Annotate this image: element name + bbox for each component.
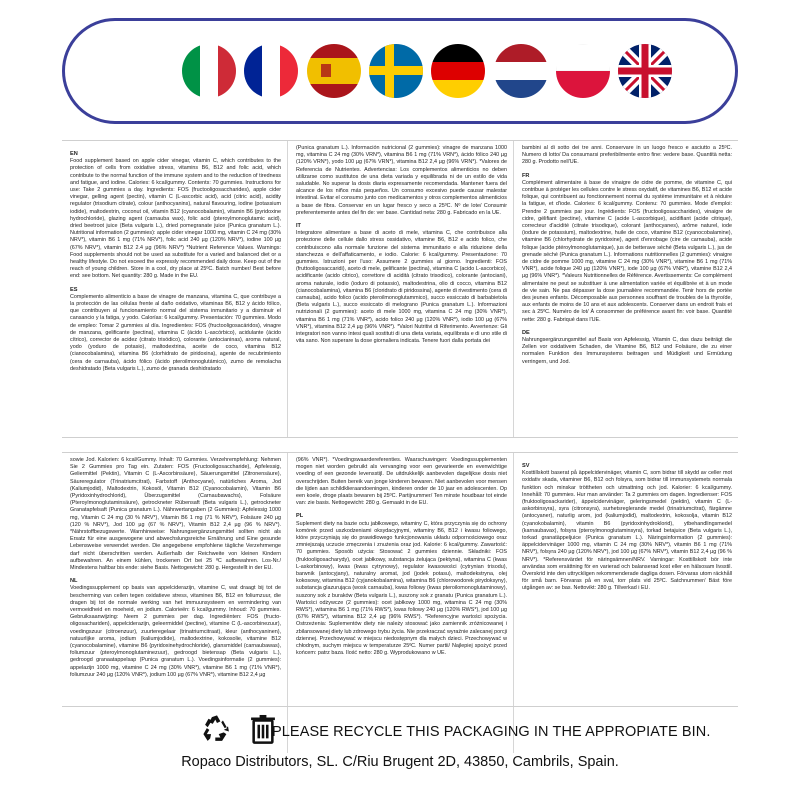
label-paragraph: Integratore alimentare a base di aceto di mele, vitamina C, che contribuisce alla protezione delle cellule dallo stress ossidativo, vitamine B6, B12 e acido folico, che contribuiscono alla normale funzione del sistema immunitario e alla riduzione della stanchezza e dell'affaticamento, e iodio. Calorie: 6 kcal/gummy. Presentazione: 70 gummies. Istruzioni per l'uso: Assumere 2 gummies al giorno. Ingredienti: FOS (fruttooligosaccaridi), aceto di mele, gelificante (pectina), vitamina C (acido L-ascorbico), acidificante (acido citrico), correttore di acidità (citrato trisodico), colorante (antociani), aroma naturale, iodio (ioduro di potassio), maltodestrina, olio di cocco, vitamina B12 (cianocobalamina), vitamina B6 (cloridrato di piridossina), agente di rivestimento (cera di carnauba), acido folico (acido pteroilmonoglutammico), succo essiccato di barbabietola (Beta vulgaris L.), succo essiccato di melograno (Punica granatum L.). Informazioni nutrizionali (2 gummies): aceto di mele 1000 mg, vitamina C 24 mg (30% VNR*), vitamina B6 1 mg (71% VNR*), acido folico 240 µg (120% VNR*), iodio 100 µg (67% VNR*), vitamina B12 2,4 µg (96% VNR*). *Valori Nutritivi di Riferimento. Avvertenze: Gli integratori non vanno intesi quali sostituti di una dieta variata, equilibrata e di uno stile di vita sano. Non superare la dose giornaliera indicata. Tenere fuori dalla portata dei (296, 230, 507, 345)
uk-flag-icon (618, 44, 672, 98)
netherlands-flag-icon (494, 44, 548, 98)
language-code: DE (522, 329, 530, 336)
label-panel-bottom (62, 452, 738, 753)
label-paragraph: Complemento alimenticio a base de vinagre de manzana, vitamina C, que contribuye a la protección de las células frente al daño oxidativo, vitaminas B6, B12 y ácido fólico, que contribuyen al funcionamiento normal del sistema inmunitario y a disminuir el cansancio y la fatiga, y yodo. Calorías: 6 kcal/gummy. Presentación: 70 gummies. Modo de empleo: Tomar 2 gummies al día. Ingredientes: FOS (fructooligosacáridos), vinagre de manzana, gelificante (pectina), vitamina C (ácido L-ascórbico), acidulante (ácido cítrico), corrector de acidez (citrato trisódico), colorante (antocianinas), aroma natural, yodo (yoduro de potasio), maltodextrina, aceite de coco, vitamina B12 (cianocobalamina), vitamina B6 (clorhidrato de piridoxina), agente de recubrimiento (cera de carnauba), ácido fólico (ácido pteroilmonoglutámico), zumo de remolacha deshidratado (Beta vulgaris L.), zumo de granada deshidratado (70, 293, 281, 372)
france-flag-icon (244, 44, 298, 98)
label-text-section (296, 457, 507, 507)
label-text-section (522, 463, 732, 593)
sweden-flag-icon (369, 44, 423, 98)
label-paragraph: Nahrungsergänzungsmittel auf Basis von Apfelessig, Vitamin C, das dazu beiträgt die Zellen vor oxidativem Schaden, die Vitamine B6, B12 und Folsäure, die zu einer normalen Funktion des Immunsystems beitragen und Müdigkeit und Ermüdung verringern, und Jod. (522, 337, 732, 365)
label-paragraph: Voedingssupplement op basis van appelciderazijn, vitamine C, wat draagt bij tot de bescherming van cellen tegen oxidatieve stress, vitamines B6, B12 en foliumzuur, die dragen bij tot de normale werking van het immuunsysteem en vermindering van vermoeidheid en moeheid, en jodium. Calorieën: 6 kcal/gummy. Inhoud: 70 gummies. Gebruiksaanwijzing: Neem 2 gummies per dag. Ingrediënten: FOS (fructo-oligosachariden), appelciderazijn, geleermiddel (pectine), vitamine C (L-ascorbinezuur), voedingszuur (citroenzuur), zuurteregelaar (trinatriumcitraat), kleur (anthocyaninen), natuurlijke aroma, jodium (kaliumjodide), maltodextrine, kokosolie, vitamine B12 (cyanocobalamine), vitamine B6 (pyridoxinehydrochloride), glansmiddel (carnaubawas), foliumzuur (pteroylmonoglutaminezuur), gedroogd bietensap (Beta vulgaris L.), gedroogd granaatappelsap (Punica granatum L.). Voedingsinformatie (2 gummies): appelazijn 1000 mg, vitamine C 24 mg (30% VNR*), vitamine B6 1 mg (71% VNR*), foliumzuur 240 µg (120% VNR*), jodium 100 µg (67% VNR*), vitamine B12 2,4 µg (70, 585, 281, 678)
recycle-icons (200, 712, 280, 746)
label-text-section (296, 223, 507, 345)
label-paragraph: bambini al di sotto dei tre anni. Conservare in un luogo fresco e asciutto a 25ºC. Numero di lotto/ Da consumarsi preferibilmente entro fine: vedere base. Quantità netta: 280 g. Prodotto nell'UE. (522, 145, 732, 166)
label-text-section (70, 457, 281, 572)
label-text-section (296, 145, 507, 217)
label-text-section (70, 287, 281, 373)
language-code: IT (296, 223, 301, 230)
label-text-section (522, 330, 732, 366)
poland-flag-icon (556, 44, 610, 98)
recycle-notice: PLEASE RECYCLE THIS PACKAGING IN THE APPROPIATE BIN. (272, 724, 711, 740)
label-text-section (70, 151, 281, 281)
text-column-1 (62, 141, 288, 437)
language-code: PL (296, 513, 304, 520)
label-paragraph: Kosttillskott baserat på äppelcidervinäger, vitamin C, som bidrar till skydd av celler mot oxidativ skada, vitaminer B6, B12 och folsyra, som bidrar till immunsystemets normala funktion och minskar tröttheten och utmattning och jod. Kalorier: 6 kcal/gummy. Innehåll: 70 gummies. Hur man använder: Ta 2 gummies om dagen. Ingredienser: FOS (fruktooligosackarider), äppelcidervinäger, geleringsmedel (pektin), vitamin C (L-askorbinsyra), syra (citronsyra), surhetsreglerande medel (trinatriumcitrat), färgämne (antocyaner), naturlig arom, jod (kaliumjodid), maltodextrin, kokosolja, vitamin B12 (cyanokobalamin), vitamin B6 (pyridoxinhydroklorid), ytbehandlingsmedel (karnaubavax), folsyra (pteroylmonoglutaminsyra), torkad betajuice (Beta vulgaris L.), torkad granatäppeljuice (Punica granatum L.). Näringsinformation (2 gummies): äppelcidervinäger 1000 mg, vitamin C 24 mg (30% NRV*), vitamin B6 1 mg (71% NRV*), folsyra 240 µg (120% NRV*), jod 100 µg (67% NRV*), vitamin B12 2,4 µg (96 % NRV*). *Referensvärdet för näringsämnen/NRV. Varningar: Kosttillskott bör inte användas som ersättning för en varierad och balanserad kost eller en hälsosam livsstil. Överskrid inte den uttryckligen rekommenderade dagliga dosen. Förvaras utom räckhåll för små barn. Förvaras på en sval, torr plats vid 25ºC. Satchnummer/ Bäst före utgången av: se bas. Nettovikt: 280 g. Tillverkad i EU. (522, 470, 732, 592)
text-column-2 (288, 141, 514, 437)
language-code: ES (70, 286, 78, 293)
germany-flag-icon (431, 44, 485, 98)
label-paragraph: sowie Jod. Kalorien: 6 kcal/Gummy. Inhalt: 70 Gummies. Verzehrempfehlung: Nehmen Sie 2 Gummies pro Tag ein. Zutaten: FOS (Fructooligosaccharide), Apfelessig, Geliermittel (Pektin), Vitamin C (L-Ascorbinsäure), Säuerungsmittel (Zitronensäure), Säureregulator (Trinatriumcitrat), Farbstoff (Anthocyane), natürliches Aroma, Jod (Kaliumjodid), Maltodextrin, Kokosöl, Vitamin B12 (Cyanocobalamin), Vitamin B6 (Pyridoxinhydrochlorid), Überzugsmittel (Carnaubawachs), Folsäure (Pteroylmonoglutaminsäure), getrockneter Rübensaft (Beta vulgaris L.), getrockneter Granatapfelsaft (Punica granatum L.). Nährwertangaben (2 Gummies): Apfelessig 1000 mg, Vitamin C 24 mg (30 % NRV*), Vitamin B6 1 mg (71 % NRV*), Folsäure 240 µg (120 % NRV*), Jod 100 µg (67 % NRV*), Vitamin B12 2,4 µg (96 % NRV*). *Nährstoffbezugswerte. Warnhinweise: Nahrungsergänzungsmittel sollten nicht als Ersatz für eine ausgewogene und abwechslungsreiche Ernährung und Eine gesunde Lebensweise verwendet werden. Die angegebene empfohlene tägliche Verzehrmenge darf nicht überschritten werden. Außerhalb der Reichweite von kleinen Kindern aufbewahren. An einem kühlen, trockenen Ort bei 25 ºC aufbewahren. Los-Nr./ Mindestens haltbar bis ende: siehe Basis. Nettogewicht: 280 g. Hergestellt in der EU. (70, 457, 281, 572)
footer-divider (62, 706, 738, 707)
italy-flag-icon (182, 44, 236, 98)
language-code: SV (522, 463, 530, 469)
label-text-section (522, 173, 732, 324)
text-column-3 (514, 141, 738, 437)
text-column-2 (288, 453, 514, 753)
label-text-section (70, 578, 281, 679)
text-column-1 (62, 453, 288, 753)
label-paragraph: Complément alimentaire à base de vinaigre de cidre de pomme, de vitamine C, qui contribue à protéger les cellules contre le stress oxydatif, de vitamines B6, B12 et acide folique, qui contribuent au fonctionnement normal du système immunitaire et à réduire la fatigue, et d'iode. Calories: 6 kcal/gummy. Contenu: 70 gummies. Mode d'emploi: Prendre 2 gummies par jour. Ingrédients: FOS (fructooligosaccharides), vinaigre de cidre, gélifiant (pectine), vitamine C (acide L-ascorbique), acidifiant (acide citrique), correcteur d'acidité (citrate trisodique), colorant (anthocyanes), arôme naturel, iode (iodure de potassium), maltodextrine, huile de coco, vitamine B12 (cyanocobalamine), vitamine B6 (chlorhydrate de pyridoxine), agent d'enrobage (cire de carnauba), acide folique (acide ptéroylmonoglutamique), jus de betterave séché (Beta vulgaris L.), jus de grenade séché (Punica granatum L.). Informations nutritionnelles (2 gummies): vinaigre de cidre de pomme 1000 mg, vitamine C 24 mg (30% VNR*), vitamine B6 1 mg (71% VNR*), acide folique 240 µg (120% VNR*), iode 100 µg (67% VNR*), vitamine B12 2,4 µg (96% VNR*). *Valeurs Nutritionnelles de Référence. Avertissements: Ce complément alimentaire ne peut se substituer à une alimentation variée et équilibrée et à un mode de vie sain. Ne pas dépasser la dose journalière recommandée. Tenir hors de portée des jeunes enfants. Décomposable aux personnes souffrant de troubles de la thyroïde, aux enfants de moins de 10 ans et aux adolescents. Conserver dans un endroit frais et sec à 25ºC. Numéro de lot/ À consommer de préférence avant fin: voir base. Quantité nette: 280 g. Fabriqué dans l'UE. (522, 179, 732, 323)
spain-flag-icon (307, 44, 361, 98)
language-code: FR (522, 172, 530, 179)
label-text-section (522, 145, 732, 167)
label-panel-top (62, 140, 738, 438)
label-paragraph: (96% VNR*). *Voedingswaardereferenties. Waarschuwingen: Voedingssupplementen mogen niet worden gebruikt als vervanging voor een gevarieerde en evenwichtige voeding of een gezonde levensstijl. De uitdrukkelijk aanbevolen dagelijkse dosis niet overschrijden. Buiten bereik van jonge kinderen bewaren. Niet aanbevolen voor mensen die lijden aan schildklieraandoeningen, kinderen onder de 10 jaar en adolescenten. Op een koele, droge plaats bewaren bij 25ºC. Partijnummer/ Ten minste houdbaar tot einde van: zie basis. Nettogewicht: 280 g. Gemaakt in de EU. (296, 457, 507, 507)
label-paragraph: Suplement diety na bazie octu jabłkowego, witaminy C, która przyczynia się do ochrony komórek przed uszkodzeniami oksydacyjnymi, witaminy B6, B12 i kwasu foliowego, które przyczyniają się do prawidłowego funkcjonowania układu odpornościowego oraz zmniejszają uczucie zmęczenia i znużenia oraz jod. Kalorie: 6 kcal/gummy. Zawartość: 70 gummies. Sposób użycia: Stosować 2 gummies dziennie. Składniki: FOS (fruktooligosacharydy), ocet jabłkowy, substancja żelująca (pektyna), witamina C (kwas L-askorbinowy), kwas (kwas cytrynowy), regulator kwasowości (cytrynian trisodu), barwnik (antocyjany), naturalny aromat, jod (jodek potasu), maltodekstryna, olej kokosowy, witamina B12 (cyjanokobalamina), witamina B6 (chlorowodorek pirydoksyny), substancja glazurująca (wosk carnauba), kwas foliowy (kwas pteroilomonoglutaminowy), suszony sok z buraków (Beta vulgaris L.), suszony sok z granatu (Punica granatum L.). Wartości odżywcze (2 gummies): ocet jabłkowy 1000 mg, witamina C 24 mg (30% RWS*), witamina B6 1 mg (71% RWS*), kwas foliowy 240 µg (120% RWS*), jod 100 µg (67% RWS*), witamina B12 2,4 µg (96% RWS*). *Referencyjne wartości spożycia. Ostrzeżenia: Suplementów diety nie należy stosować jako zamiennik zróżnicowanej i zbilansowanej diety lub zdrowego trybu życia. Nie przekraczać wyraźnie zalecanej porcji dziennej. Przechowywać w miejscu niedostępnym dla małych dzieci. Przechowywać w chłodnym, suchym miejscu w temperaturze 25ºC. Numer partii/ Najlepiej spożyć przed końcem: patrz baza. Ilość netto: 280 g. Wyprodukowano w UE. (296, 520, 507, 657)
distributor-address: Ropaco Distributors, SL. C/Riu Brugent 2D, 43850, Cambrils, Spain. (181, 754, 619, 770)
label-paragraph: Food supplement based on apple cider vinegar, vitamin C, which contributes to the protection of cells from oxidative stress, vitamins B6, B12 and folic acid, which contribute to the normal function of the immune system and to the reduction of tiredness and fatigue, and iodine. Calories: 6 kcal/gummy. Contents: 70 gummies. Instructions for use: Take 2 gummies a day. Ingredients: FOS (fructooligosaccharides), apple cider vinegar, gelling agent (pectin), vitamin C (L-ascorbic acid), acid (citric acid), acidity regulator (trisodium citrate), colour (anthocyanins), natural flavouring, iodine (potassium iodide), maltodextrin, coconut oil, vitamin B12 (cyanocobalamin), vitamin B6 (pyridoxine hydrochloride), glazing agent (carnauba wax), folic acid (pteroylmonoglutamic acid), dried beetroot juice (Beta vulgaris L.), dried pomegranate juice (Punica granatum L.). Nutritional information (2 gummies): apple cider vinegar 1000 mg, vitamin C 24 mg (30% NRV*), vitamin B6 1 mg (71% NRV*), folic acid 240 µg (120% NRV*), iodine 100 µg (67% NRV*), vitamin B12 2.4 µg (96% NRV*) *Nutrient Reference Values. Warnings: Food supplements should not be used as substitute for a varied and balanced diet or a healthy lifestyle. Do not exceed the expressly recommended daily dose. Keep out of the reach of young children. Store in a cool, dry place at 25ºC. Batch number/ Best before end: see bottom. Net quantity: 280 g. Made in the EU. (70, 158, 281, 280)
label-paragraph: (Punica granatum L.). Información nutricional (2 gummies): vinagre de manzana 1000 mg, vitamina C 24 mg (30% VRN*), vitamina B6 1 mg (71% VRN*), ácido fólico 240 µg (120% VRN*), yodo 100 µg (67% VRN*), vitamina B12 2,4 µg (96% VRN*). *Valores de Referencia de Nutrientes. Advertencias: Los complementos alimenticios no deben utilizarse como sustitutos de una dieta variada y equilibrada ni de un estilo de vida saludable. No superar la dosis diaria expresamente recomendada. Mantener fuera del alcance de los niños más pequeños. Un consumo excesivo puede causar malestar intestinal. Evitar el consumo junto con medicamentos y otros complementos alimenticios a base de fibra. Conservar en un lugar fresco y seco a 25ºC. Nº de lote/ Consumir preferentemente antes del fin de: ver base. Cantidad neta: 280 g. Fabricado en la UE. (296, 145, 507, 216)
language-code: NL (70, 578, 78, 585)
language-code: EN (70, 151, 78, 157)
label-text-section (296, 513, 507, 657)
text-column-3 (514, 453, 738, 753)
recycle-icon (200, 712, 234, 746)
